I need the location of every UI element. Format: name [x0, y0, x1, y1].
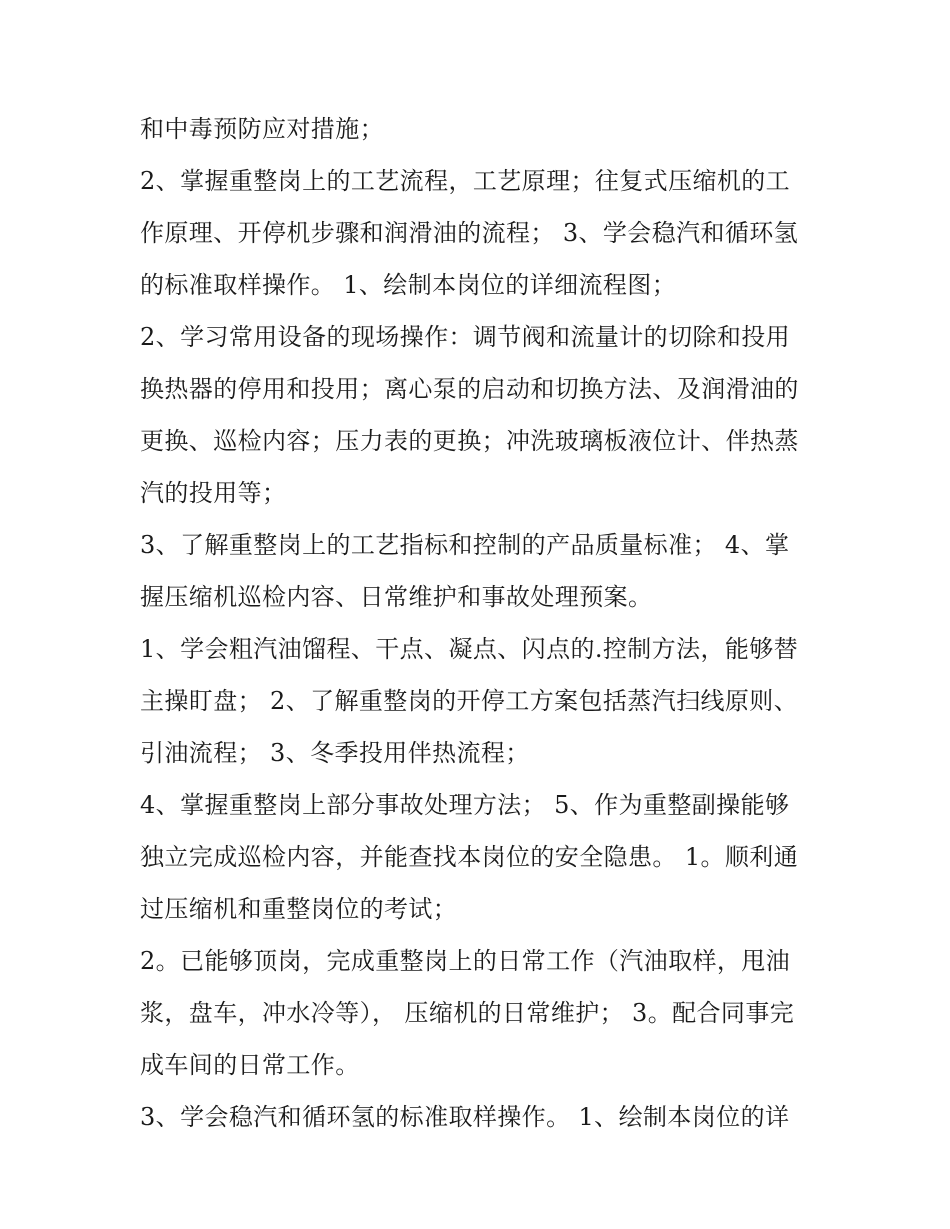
- body-text: [140, 103, 830, 1143]
- text-line: 2、学习常用设备的现场操作：调节阀和流量计的切除和投用: [140, 323, 791, 351]
- text-line: 3、了解重整岗上的工艺指标和控制的产品质量标准； 4、掌: [140, 531, 790, 559]
- text-line: 作原理、开停机步骤和润滑油的流程； 3、学会稳汽和循环氢: [140, 219, 799, 247]
- text-line: 成车间的日常工作。: [140, 1051, 360, 1079]
- text-line: 3、学会稳汽和循环氢的标准取样操作。 1、绘制本岗位的详: [140, 1103, 790, 1131]
- text-line: 引油流程； 3、冬季投用伴热流程；: [140, 739, 530, 767]
- text-line: 主操盯盘； 2、了解重整岗的开停工方案包括蒸汽扫线原则、: [140, 687, 799, 715]
- text-line: 更换、巡检内容；压力表的更换；冲洗玻璃板液位计、伴热蒸: [140, 427, 799, 455]
- text-line: 和中毒预防应对措施；: [140, 115, 384, 143]
- text-line: 的标准取样操作。 1、绘制本岗位的详细流程图；: [140, 271, 677, 299]
- text-line: 浆，盘车，冲水冷等）， 压缩机的日常维护； 3。配合同事完: [140, 999, 795, 1027]
- text-line: 2。已能够顶岗，完成重整岗上的日常工作（汽油取样，甩油: [140, 947, 791, 975]
- text-line: 1、学会粗汽油馏程、干点、凝点、闪点的.控制方法，能够替: [140, 635, 799, 663]
- text-line: 换热器的停用和投用；离心泵的启动和切换方法、及润滑油的: [140, 375, 799, 403]
- text-line: 4、掌握重整岗上部分事故处理方法； 5、作为重整副操能够: [140, 791, 790, 819]
- text-line: 汽的投用等；: [140, 479, 287, 507]
- text-line: 握压缩机巡检内容、日常维护和事故处理预案。: [140, 583, 653, 611]
- text-line: 过压缩机和重整岗位的考试；: [140, 895, 458, 923]
- text-line: 独立完成巡检内容，并能查找本岗位的安全隐患。 1。顺利通: [140, 843, 799, 871]
- text-line: 2、掌握重整岗上的工艺流程，工艺原理；往复式压缩机的工: [140, 167, 791, 195]
